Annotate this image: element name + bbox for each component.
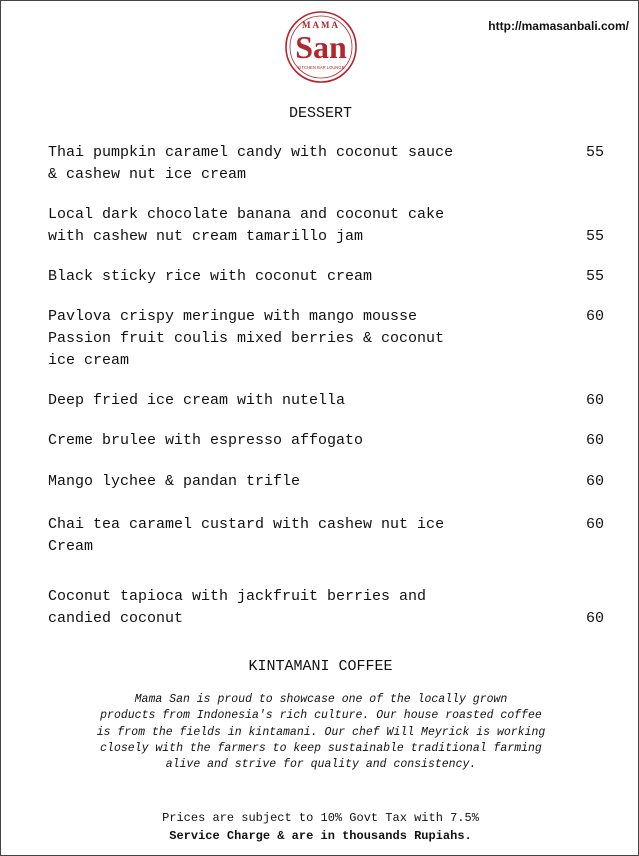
item-line: Local dark chocolate banana and coconut cake	[48, 206, 445, 223]
item-price: 60	[585, 432, 604, 449]
item-line: Creme brulee with espresso affogato	[48, 432, 364, 449]
menu-item	[48, 266, 608, 288]
menu-item	[48, 471, 608, 493]
item-line: & cashew nut ice cream	[48, 166, 247, 183]
item-line: Chai tea caramel custard with cashew nut ice	[48, 516, 445, 533]
item-line: candied coconut	[48, 610, 184, 627]
item-price: 60	[585, 610, 604, 627]
mama-san-logo	[278, 9, 364, 85]
logo-bottom-text: KITCHEN BAR LOUNGE	[297, 65, 345, 70]
menu-item	[48, 306, 608, 372]
price-note-line: Prices are subject to 10% Govt Tax with 7.5%	[162, 811, 479, 825]
description-line: is from the fields in kintamani. Our chef Will Meyrick is working	[96, 725, 546, 739]
menu-item	[48, 430, 608, 452]
item-price: 55	[585, 144, 604, 161]
menu-item	[48, 204, 608, 248]
menu-item	[48, 586, 608, 630]
menu-item	[48, 142, 608, 186]
item-line: Mango lychee & pandan trifle	[48, 473, 301, 490]
website-url[interactable]: http://mamasanbali.com/	[488, 19, 629, 33]
description-line: alive and strive for quality and consistency.	[165, 758, 477, 772]
item-price: 60	[585, 308, 604, 325]
item-price: 55	[585, 228, 604, 245]
logo-main-text: San	[295, 29, 347, 65]
dessert-heading: DESSERT	[288, 105, 352, 122]
coffee-description	[41, 692, 601, 773]
item-price: 60	[585, 392, 604, 409]
item-line: Coconut tapioca with jackfruit berries and	[48, 588, 427, 605]
description-line: Mama San is proud to showcase one of the locally grown	[134, 693, 508, 706]
price-note-line: Service Charge & are in thousands Rupiahs.	[169, 829, 472, 843]
price-note	[1, 809, 639, 845]
menu-item	[48, 390, 608, 412]
item-line: ice cream	[48, 352, 130, 369]
coffee-heading: KINTAMANI COFFEE	[248, 658, 393, 675]
item-line: Passion fruit coulis mixed berries & coconut	[48, 330, 445, 347]
item-line: Deep fried ice cream with nutella	[48, 392, 346, 409]
item-line: Pavlova crispy meringue with mango mousse	[48, 308, 418, 325]
item-line: Black sticky rice with coconut cream	[48, 268, 373, 285]
item-line: Cream	[48, 538, 94, 555]
menu-item	[48, 514, 608, 558]
description-line: closely with the farmers to keep sustainable traditional farming	[100, 741, 542, 755]
item-price: 55	[585, 268, 604, 285]
item-price: 60	[585, 516, 604, 533]
logo-top-text: MAMA	[302, 20, 340, 30]
description-line: products from Indonesia's rich culture. Our house roasted coffee	[100, 709, 542, 723]
item-price: 60	[585, 473, 604, 490]
item-line: with cashew nut cream tamarillo jam	[48, 228, 364, 245]
item-line: Thai pumpkin caramel candy with coconut sauce	[48, 144, 454, 161]
